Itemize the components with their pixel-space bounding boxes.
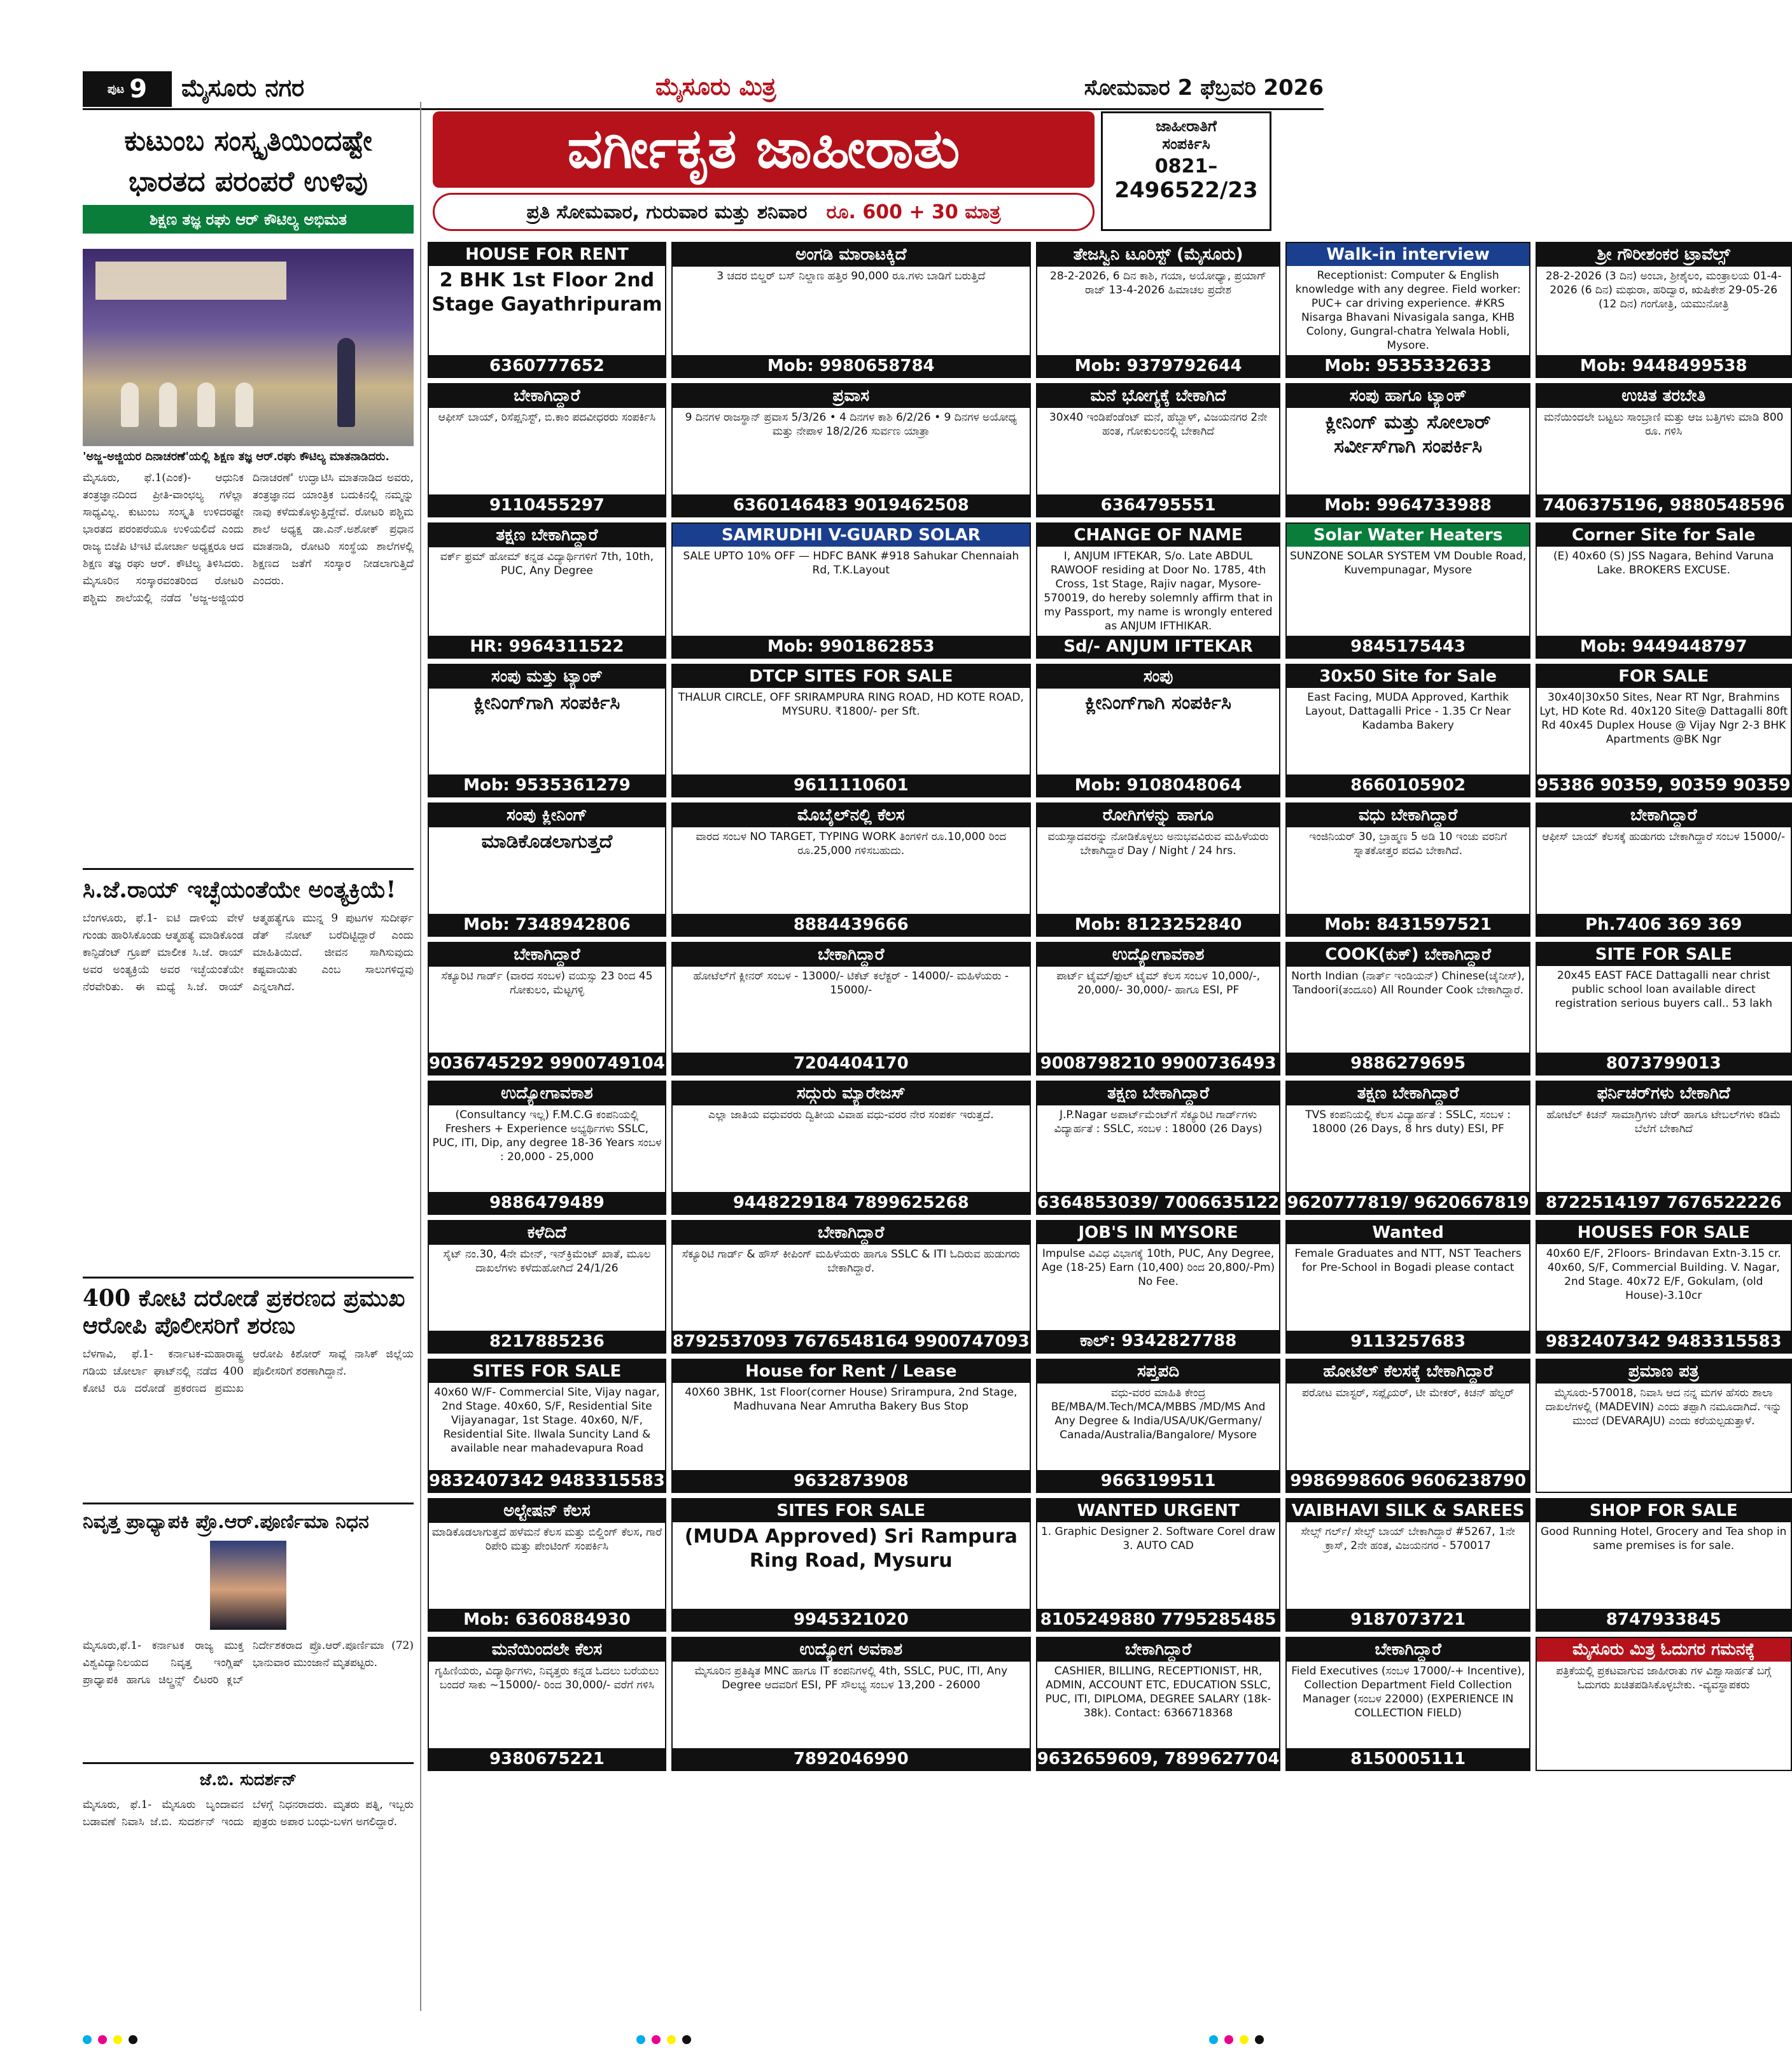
ad-body: ಕ್ಲೀನಿಂಗ್‌ಗಾಗಿ ಸಂಪರ್ಕಿಸಿ bbox=[1085, 691, 1231, 714]
classified-ad bbox=[1036, 1498, 1281, 1632]
ad-phone: 8105249880 7795285485 bbox=[1037, 1609, 1280, 1630]
classified-ad bbox=[1536, 242, 1792, 378]
ad-phone: 8792537093 7676548164 9900747093 bbox=[672, 1332, 1030, 1352]
ad-heading: ಮೊಬೈಲ್‌ನಲ್ಲಿ ಕೆಲಸ bbox=[673, 804, 1030, 827]
ad-body: ಹೋಟೆಲ್‌ಗೆ ಕ್ಲೀನರ್ ಸಂಬಳ - 13000/- ಟಿಕೆಟ್ ಕಲೆಕ್ಟರ್ - 14000/- ಮಹಿಳೆಯರು - 15000/- bbox=[693, 969, 1009, 997]
classified-ad bbox=[1536, 664, 1792, 798]
stage-banner bbox=[95, 262, 286, 300]
ad-phone: Mob: 9379792644 bbox=[1037, 355, 1280, 377]
contact-line-2: ಸಂಪರ್ಕಿಸಿ bbox=[1162, 135, 1210, 153]
ad-heading: ರೋಗಿಗಳನ್ನು ಹಾಗೂ bbox=[1037, 804, 1280, 827]
ad-heading: ತೇಜಸ್ವಿನಿ ಟೂರಿಸ್ಟ್ (ಮೈಸೂರು) bbox=[1037, 243, 1280, 267]
story2-headline: ಸಿ.ಜೆ.ರಾಯ್ ಇಚ್ಛೆಯಂತೆಯೇ ಅಂತ್ಯಕ್ರಿಯೆ! bbox=[83, 868, 414, 904]
classified-ad bbox=[1536, 1220, 1792, 1354]
classified-ad bbox=[1536, 1637, 1792, 1771]
ad-body: 3 ಚದರ ಬಿಲ್ಡರ್ ಬಸ್ ನಿಲ್ದಾಣ ಹತ್ತಿರ 90,000 ರೂ.ಗಳು ಬಾಡಿಗೆ ಬರುತ್ತಿದೆ bbox=[717, 270, 986, 283]
ad-body: ಸೆಕ್ಯೂರಿಟಿ ಗಾರ್ಡ್ (ವಾರದ ಸಂಬಳ) ವಯಸ್ಸು 23 ರಿಂದ 45 ಗೋಕುಲಂ, ಮೆಟ್ಟಗಳ್ಳಿ bbox=[441, 969, 653, 997]
ad-body: ಮಾಡಿಕೊಡಲಾಗುತ್ತದೆ bbox=[481, 830, 613, 853]
ad-heading: ವಧು ಬೇಕಾಗಿದ್ದಾರೆ bbox=[1287, 804, 1529, 827]
ad-heading: HOUSES FOR SALE bbox=[1537, 1221, 1791, 1244]
lead-story-body: ಮೈಸೂರು, ಫೆ.1(ಎಂಕೆ)- ಆಧುನಿಕ ತಂತ್ರಜ್ಞಾನದಿಂದ ಪ್ರೀತಿ-ವಾಂಛಲ್ಯ ಗಳೆಲ್ಲಾ ಸಾಧ್ಯವಿಲ್ಲ. ಕುಟುಂಬ ಸಂಸ್ಕೃತಿ ಉಳಿದರಷ್ಟೇ ಭಾರತದ ಪರಂಪರೆಯೂ ಉಳಿಯಲಿದೆ ಎಂದು ರಾಜ್ಯ ಬಿಜೆಪಿ ಟಿಇಟಿ ಮೋರ್ಚಾ ಅಧ್ಯಕ್ಷರೂ ಆದ ಶಿಕ್ಷಣ ತಜ್ಞ ರಘು ಆರ್. ಕೌಟಿಲ್ಯ ತಿಳಿಸಿದರು. ಮೈಸೂರಿನ ಸಂಸ್ಕಾರವಂತರಿಂದ ರೋಟರಿ ಪಶ್ಚಿಮ ಶಾಲೆಯಲ್ಲಿ ನಡೆದ 'ಅಜ್ಜ-ಅಜ್ಜಿಯರ ದಿನಾಚರಣೆ' ಉದ್ಘಾಟಿಸಿ ಮಾತನಾಡಿದ ಅವರು, ತಂತ್ರಜ್ಞಾನದ ಯಾಂತ್ರಿಕ ಬದುಕಿನಲ್ಲಿ ನಮ್ಮನ್ನು ನಾವು ಕಳೆದುಕೊಳ್ಳುತ್ತಿದ್ದೇವೆ. ರೋಟರಿ ಪಶ್ಚಿಮ ಶಾಲೆ ಅಧ್ಯಕ್ಷ ಡಾ.ಎನ್.ಅಶೋಕ್ ಪ್ರಧಾನ ಮಾತನಾಡಿ, ರೋಟರಿ ಸಂಸ್ಥೆಯ ಶಾಲೆಗಳಲ್ಲಿ ಶಿಕ್ಷಣದ ಜತೆಗೆ ಸಂಸ್ಕಾರ ನೀಡಲಾಗುತ್ತಿದೆ ಎಂದರು. bbox=[83, 472, 414, 605]
ad-body: East Facing, MUDA Approved, Karthik Layout, Dattagalli Price - 1.35 Cr Near Kadamba Bakery bbox=[1305, 690, 1511, 732]
ad-heading: ಅಲ್ಟೇಷನ್ ಕೆಲಸ bbox=[429, 1499, 665, 1523]
classified-ad bbox=[671, 383, 1031, 517]
ad-phone: 8747933845 bbox=[1537, 1609, 1791, 1630]
ad-body: ಕ್ಲೀನಿಂಗ್ ಮತ್ತು ಸೋಲಾರ್ ಸರ್ವೀಸ್‌ಗಾಗಿ ಸಂಪರ್ಕಿಸಿ bbox=[1325, 411, 1491, 458]
contact-phone: 2496522/23 bbox=[1114, 178, 1258, 203]
ad-heading: ಪ್ರಮಾಣ ಪತ್ರ bbox=[1537, 1360, 1791, 1384]
ad-heading: HOUSE FOR RENT bbox=[429, 243, 665, 266]
classified-ad bbox=[1036, 942, 1281, 1076]
person-figure bbox=[121, 382, 139, 427]
classified-ad bbox=[1036, 1637, 1281, 1771]
ad-heading: ಸಂಪು ಹಾಗೂ ಟ್ಯಾಂಕ್ bbox=[1287, 384, 1529, 408]
ad-heading: ಬೇಕಾಗಿದ್ದಾರೆ bbox=[429, 943, 665, 967]
ad-phone: 8073799013 bbox=[1537, 1053, 1791, 1074]
classified-ad bbox=[428, 1081, 666, 1215]
ad-phone: 9663199511 bbox=[1037, 1470, 1280, 1492]
ad-phone: Mob: 9535361279 bbox=[429, 774, 665, 796]
classified-ad bbox=[1036, 1220, 1281, 1354]
ad-body: (MUDA Approved) Sri Rampura Ring Road, Mysuru bbox=[684, 1525, 1018, 1572]
ad-phone: 9448229184 7899625268 bbox=[673, 1192, 1030, 1214]
ad-phone: 7204404170 bbox=[673, 1053, 1030, 1074]
classified-ad bbox=[1036, 664, 1281, 798]
ad-heading: COOK(ಕುಕ್) ಬೇಕಾಗಿದ್ದಾರೆ bbox=[1287, 943, 1529, 967]
person-figure bbox=[159, 382, 177, 427]
ad-heading: ತಕ್ಷಣ ಬೇಕಾಗಿದ್ದಾರೆ bbox=[1037, 1082, 1280, 1105]
classified-ad bbox=[1285, 1498, 1530, 1632]
ad-body: ವಾರದ ಸಂಬಳ NO TARGET, TYPING WORK ತಿಂಗಳಿಗೆ ರೂ.10,000 ರಿಂದ ರೂ.25,000 ಗಳಿಸಬಹುದು. bbox=[696, 830, 1007, 858]
story3-body: ಬೆಳಗಾವಿ, ಫೆ.1- ಕರ್ನಾಟಕ-ಮಹಾರಾಷ್ಟ್ರ ಗಡಿಯ ಚೋರ್ಲಾ ಘಾಟ್‌ನಲ್ಲಿ ನಡೆದ 400 ಕೋಟಿ ರೂ ದರೋಡೆ ಪ್ರಕರಣದ ಪ್ರಮುಖ ಆರೋಪಿ ಕಿಶೋರ್ ಸಾವ್ಲೆ ನಾಸಿಕ್ ಜಿಲ್ಲೆಯ ಪೊಲೀಸರಿಗೆ ಶರಣಾಗಿದ್ದಾನೆ. bbox=[83, 1348, 414, 1395]
ad-body: 28-2-2026 (3 ದಿನ) ಅಂಬಾ, ಶ್ರೀಶೈಲಂ, ಮಂತ್ರಾಲಯ 01-4-2026 (6 ದಿನ) ಮಥುರಾ, ಹರಿದ್ವಾರ, ಋಷಿಕೇಶ 29-05-26 (12 ದಿನ) ಗಂಗೋತ್ರಿ, ಯಮುನೋತ್ರಿ bbox=[1545, 270, 1782, 311]
ad-phone: Mob: 9448499538 bbox=[1537, 355, 1791, 377]
ad-body: (Consultancy ಇಲ್ಲ) F.M.C.G ಕಂಪನಿಯಲ್ಲಿ Freshers + Experience ಅಭ್ಯರ್ಥಿಗಳು SSLC, PUC, ITI, Dip, any degree 18-36 Years ಸಂಬಳ : 20,000 - 25,000 bbox=[432, 1109, 662, 1164]
ad-phone: 7406375196, 9880548596 bbox=[1537, 494, 1791, 516]
ad-heading: DTCP SITES FOR SALE bbox=[673, 665, 1030, 688]
ad-body: ಮೈಸೂರಿನ ಪ್ರತಿಷ್ಠಿತ MNC ಹಾಗೂ IT ಕಂಪನಿಗಳಲ್ಲಿ 4th, SSLC, PUC, ITI, Any Degree ಆದವರಿಗೆ ESI, PF ಸೌಲಭ್ಯ ಸಂಬಳ 13,200 - 26000 bbox=[694, 1665, 1008, 1692]
classified-ad bbox=[1285, 664, 1530, 798]
classified-ad bbox=[428, 242, 666, 378]
ad-body: ಹೋಟೆಲ್ ಕಿಚನ್ ಸಾಮಾಗ್ರಿಗಳು ಚೇರ್ ಹಾಗೂ ಟೇಬಲ್‌ಗಳು ಕಡಿಮೆ ಬೆಲೆಗೆ ಬೇಕಾಗಿದೆ bbox=[1546, 1109, 1781, 1136]
ad-heading: SITE FOR SALE bbox=[1537, 943, 1791, 966]
contact-box bbox=[1101, 111, 1271, 231]
ad-heading: ಮನೆಯಿಂದಲೇ ಕೆಲಸ bbox=[429, 1638, 665, 1662]
classified-ad bbox=[428, 522, 666, 659]
ad-heading: ಉದ್ಯೋಗಾವಕಾಶ bbox=[429, 1082, 665, 1105]
ad-body: TVS ಕಂಪನಿಯಲ್ಲಿ ಕೆಲಸ ವಿದ್ಯಾರ್ಹತೆ : SSLC, ಸಂಬಳ : 18000 (26 Days, 8 hrs duty) ESI, PF bbox=[1305, 1109, 1511, 1136]
ad-phone: 9886479489 bbox=[429, 1192, 665, 1214]
classified-ad bbox=[1285, 1637, 1530, 1771]
ad-heading: ಅಂಗಡಿ ಮಾರಾಟಕ್ಕಿದೆ bbox=[673, 243, 1030, 267]
ad-heading: ಸದ್ಗುರು ಮ್ಯಾರೇಜಸ್ bbox=[673, 1082, 1030, 1105]
ad-heading: ಬೇಕಾಗಿದ್ದಾರೆ bbox=[673, 1221, 1030, 1245]
section-title: ಮೈಸೂರು ನಗರ bbox=[181, 74, 305, 102]
classified-ad bbox=[1285, 802, 1530, 937]
ad-phone: 6360146483 9019462508 bbox=[673, 494, 1030, 516]
classified-ad bbox=[1536, 1359, 1792, 1493]
ad-phone: 8217885236 bbox=[429, 1331, 665, 1352]
ad-body: I, ANJUM IFTEKAR, S/o. Late ABDUL RAWOOF residing at Door No. 1785, 4th Cross, 1st Stage, Rajiv nagar, Mysore-570019, do hereby solemnly affirm that in my Passport, my name is wrongly entered as ANJUM IFTHIKAR. bbox=[1044, 549, 1273, 633]
ad-body: ಮೈಸೂರು-570018, ನಿವಾಸಿ ಆದ ನನ್ನ ಮಗಳ ಹೆಸರು ಶಾಲಾ ದಾಖಲೆಗಳಲ್ಲಿ (MADEVIN) ಎಂದು ತಪ್ಪಾಗಿ ನಮೂದಾಗಿದೆ. ಇನ್ನು ಮುಂದೆ (DEVARAJU) ಎಂದು ಕರೆಯಲ್ಪಡುತ್ತಾಳೆ. bbox=[1545, 1387, 1782, 1428]
classified-ad bbox=[671, 1220, 1031, 1354]
ad-phone: 9632873908 bbox=[673, 1470, 1030, 1492]
ad-heading: Walk-in interview bbox=[1287, 243, 1529, 266]
ad-heading: ಬೇಕಾಗಿದ್ದಾರೆ bbox=[673, 943, 1030, 967]
classified-ad bbox=[1536, 383, 1792, 517]
classified-ad bbox=[428, 942, 666, 1076]
ad-heading: ಫರ್ನಿಚರ್‌ಗಳು ಬೇಕಾಗಿದೆ bbox=[1537, 1082, 1791, 1105]
story5-headline: ಜೆ.ಬಿ. ಸುದರ್ಶನ್ bbox=[83, 1762, 414, 1790]
ad-body: Receptionist: Computer & English knowledge with any degree. Field worker: PUC+ car driving experience. #KRS Nisarga Bhavani Nivasigala sanga, KHB Colony, Gungral-chatra Yelwala Hobli, Mysore. bbox=[1295, 269, 1521, 352]
classified-ad bbox=[671, 1637, 1031, 1771]
ad-heading: ಬೇಕಾಗಿದ್ದಾರೆ bbox=[429, 384, 665, 408]
person-figure bbox=[197, 382, 215, 427]
ad-heading: ಪ್ರವಾಸ bbox=[673, 384, 1030, 408]
ad-heading: ಕಳೆದಿದೆ bbox=[429, 1221, 665, 1245]
photo-caption: 'ಅಜ್ಜ-ಅಜ್ಜಿಯರ ದಿನಾಚರಣೆ'ಯಲ್ಲಿ ಶಿಕ್ಷಣ ತಜ್ಞ ಆರ್.ರಘು ಕೌಟಿಲ್ಯ ಮಾತನಾಡಿದರು. bbox=[83, 450, 389, 463]
classified-title: ವರ್ಗೀಕೃತ ಜಾಹೀರಾತು bbox=[433, 111, 1095, 188]
ad-heading: Wanted bbox=[1287, 1221, 1529, 1244]
ad-phone: HR: 9964311522 bbox=[429, 636, 665, 657]
masthead: ಮೈಸೂರು ಮಿತ್ರ bbox=[655, 73, 776, 101]
classified-ad bbox=[1285, 242, 1530, 378]
classified-ad bbox=[1285, 1081, 1530, 1215]
ad-price: ರೂ. 600 + 30 ಮಾತ್ರ bbox=[826, 200, 1001, 223]
classified-ad bbox=[671, 522, 1031, 659]
ad-phone: 9611110601 bbox=[673, 774, 1030, 796]
registration-dots bbox=[636, 2035, 691, 2044]
ad-body: ಮನೆಯಿಂದಲೇ ಬಟ್ಟಲು ಸಾಂಬ್ರಾಣಿ ಮತ್ತು ಆಜ ಬತ್ತಿಗಳು ಮಾಡಿ 800 ರೂ. ಗಳಿಸಿ bbox=[1544, 411, 1784, 438]
classified-ad bbox=[1285, 942, 1530, 1076]
ad-heading: ಸಂಪು ಮತ್ತು ಟ್ಯಾಂಕ್ bbox=[429, 665, 665, 689]
ad-body: 40x60 E/F, 2Floors- Brindavan Extn-3.15 cr. 40x60, S/F, Commercial Building. V. Nagar, 2nd Stage. 40x72 E/F, Gokulam, (old House)-3.10cr bbox=[1546, 1247, 1781, 1302]
ad-heading: SITES FOR SALE bbox=[429, 1360, 665, 1383]
ad-phone: 6364853039/ 7006635122 bbox=[1037, 1193, 1280, 1212]
ad-phone: 9845175443 bbox=[1287, 636, 1529, 657]
ad-phone: Mob: 7348942806 bbox=[429, 914, 665, 935]
ad-heading: ಹೋಟೆಲ್ ಕೆಲಸಕ್ಕೆ ಬೇಕಾಗಿದ್ದಾರೆ bbox=[1287, 1360, 1529, 1384]
classified-ad bbox=[671, 242, 1031, 378]
header-rule bbox=[83, 108, 1324, 110]
ad-heading: SHOP FOR SALE bbox=[1537, 1499, 1791, 1522]
ad-heading: ಉಚಿತ ತರಬೇತಿ bbox=[1537, 384, 1791, 408]
classified-ad bbox=[1536, 942, 1792, 1076]
page-number: 9 bbox=[129, 74, 148, 104]
classified-ad bbox=[1036, 242, 1281, 378]
classified-ad bbox=[671, 1359, 1031, 1493]
ad-phone: 9113257683 bbox=[1287, 1331, 1529, 1352]
ad-heading: ಮೈಸೂರು ಮಿತ್ರ ಓದುಗರ ಗಮನಕ್ಕೆ bbox=[1537, 1638, 1791, 1662]
ad-body: THALUR CIRCLE, OFF SRIRAMPURA RING ROAD, HD KOTE ROAD, MYSURU. ₹1800/- per Sft. bbox=[678, 690, 1024, 718]
lead-headline: ಕುಟುಂಬ ಸಂಸ್ಕೃತಿಯಿಂದಷ್ಟೇ ಭಾರತದ ಪರಂಪರೆ ಉಳಿವು bbox=[124, 125, 372, 198]
schedule-text: ಪ್ರತಿ ಸೋಮವಾರ, ಗುರುವಾರ ಮತ್ತು ಶನಿವಾರ bbox=[526, 200, 808, 223]
classified-ad bbox=[1036, 802, 1281, 937]
ad-phone: Mob: 9535332633 bbox=[1287, 355, 1529, 377]
ad-body: 9 ದಿನಗಳ ರಾಜಸ್ಥಾನ್ ಪ್ರವಾಸ 5/3/26 • 4 ದಿನಗಳ ಕಾಶಿ 6/2/26 • 9 ದಿನಗಳ ಅಯೋಧ್ಯ ಮತ್ತು ನೇಪಾಳ 18/2/26 ಸುರ್ವಣ ಯಾತ್ರಾ bbox=[685, 411, 1017, 438]
ad-phone: Mob: 9108048064 bbox=[1037, 774, 1280, 796]
classified-ad bbox=[1536, 522, 1792, 659]
classified-ad bbox=[428, 664, 666, 798]
ad-phone: 9380675221 bbox=[429, 1748, 665, 1770]
page-header bbox=[83, 71, 1324, 102]
ad-phone: 9886279695 bbox=[1287, 1053, 1529, 1074]
ad-phone: 8150005111 bbox=[1287, 1748, 1529, 1770]
classified-header bbox=[433, 111, 1336, 232]
classified-ad bbox=[1285, 1220, 1530, 1354]
classified-ad bbox=[671, 1498, 1031, 1632]
ad-body: ಸೈಟ್ ನಂ.30, 4ನೇ ಮೇನ್, ಇನ್‌ಕ್ರಿಮೆಂಟ್ ಖಾತೆ, ಮೂಲ ದಾಖಲೆಗಳು ಕಳೆದುಹೋಗಿದೆ 24/1/26 bbox=[443, 1247, 651, 1275]
story3-headline: 400 ಕೋಟಿ ದರೋಡೆ ಪ್ರಕರಣದ ಪ್ರಮುಖ ಆರೋಪಿ ಪೊಲೀಸರಿಗೆ ಶರಣು bbox=[83, 1277, 414, 1340]
ad-heading: JOB'S IN MYSORE bbox=[1037, 1221, 1280, 1244]
ad-body: 30x40|30x50 Sites, Near RT Ngr, Brahmins Lyt, HD Kote Rd. 40x120 Site@ Dattagalli 80ft Rd 40x45 Duplex House @ Vijay Ngr 2-3 BHK Apartments @BK Ngr bbox=[1539, 690, 1788, 746]
ad-heading: ತಕ್ಷಣ ಬೇಕಾಗಿದ್ದಾರೆ bbox=[1287, 1082, 1529, 1105]
ad-heading: ಶ್ರೀ ಗೌರೀಶಂಕರ ಟ್ರಾವೆಲ್ಸ್ bbox=[1537, 243, 1791, 267]
ad-body: ಗೃಹಿಣಿಯರು, ವಿದ್ಯಾರ್ಥಿಗಳು, ನಿವೃತ್ತರು ಕನ್ನಡ ಓದಲು ಬರೆಯಲು ಬಂದರೆ ಸಾಕು ~15000/- ರಿಂದ 30,000/- ವರೆಗೆ ಗಳಿಸಿ bbox=[435, 1665, 659, 1692]
contact-line-3: 0821– bbox=[1154, 155, 1218, 178]
ad-phone: ಕಾಲ್: 9342827788 bbox=[1037, 1330, 1280, 1352]
registration-dots bbox=[1209, 2035, 1264, 2044]
ad-heading: WANTED URGENT bbox=[1037, 1499, 1280, 1522]
ad-body: ಪಾರ್ಟ್ ಟೈಮ್/ಫುಲ್ ಟೈಮ್ ಕೆಲಸ ಸಂಬಳ 10,000/-, 20,000/- 30,000/- ಹಾಗೂ ESI, PF bbox=[1056, 969, 1261, 997]
ad-heading: SAMRUDHI V-GUARD SOLAR bbox=[673, 524, 1030, 547]
contact-line-1: ಜಾಹೀರಾತಿಗೆ bbox=[1156, 117, 1217, 135]
ad-heading: ಸಂಪು bbox=[1037, 665, 1280, 689]
ad-phone: Ph.7406 369 369 bbox=[1537, 914, 1791, 935]
ad-phone: Mob: 8431597521 bbox=[1287, 914, 1529, 935]
classified-ad bbox=[671, 664, 1031, 798]
ad-phone: Mob: 9964733988 bbox=[1287, 494, 1529, 516]
person-figure bbox=[235, 382, 253, 427]
classified-ad bbox=[428, 383, 666, 517]
ad-body: ಸೆಕ್ಯೂರಿಟಿ ಗಾರ್ಡ್ & ಹೌಸ್ ಕೀಪಿಂಗ್ ಮಹಿಳೆಯರು ಹಾಗೂ SSLC & ITI ಓದಿರುವ ಹುಡುಗರು ಬೇಕಾಗಿದ್ದಾರೆ. bbox=[682, 1247, 1020, 1275]
page-label: ಪುಟ bbox=[107, 82, 125, 96]
ad-body: SUNZONE SOLAR SYSTEM VM Double Road, Kuvempunagar, Mysore bbox=[1289, 549, 1527, 577]
ad-phone: 9945321020 bbox=[673, 1609, 1030, 1630]
classified-ad bbox=[1036, 1359, 1281, 1493]
ad-phone: Mob: 9449448797 bbox=[1537, 636, 1791, 657]
ad-body: 28-2-2026, 6 ದಿನ ಕಾಶಿ, ಗಯಾ, ಅಯೋಧ್ಯಾ, ಪ್ರಯಾಗ್ ರಾಜ್ 13-4-2026 ಹಿಮಾಚಲ ಪ್ರದೇಶ bbox=[1050, 270, 1267, 297]
ad-phone: 9110455297 bbox=[429, 494, 665, 516]
ad-phone: Mob: 6360884930 bbox=[429, 1609, 665, 1630]
ad-body: ವರ್ಕ್ ಫ್ರಮ್ ಹೋಮ್ ಕನ್ನಡ ವಿದ್ಯಾರ್ಥಿಗಳಿಗೆ 7th, 10th, PUC, Any Degree bbox=[440, 550, 654, 577]
ad-phone: Mob: 9901862853 bbox=[673, 636, 1030, 657]
ad-phone: 95386 90359, 90359 90359 bbox=[1536, 776, 1791, 795]
ad-body: North Indian (ನಾರ್ತ್ ಇಂಡಿಯನ್) Chinese(ಚೈನೀಸ್), Tandoori(ತಂದೂರಿ) All Rounder Cook ಬೇಕಾಗಿದ್ದಾರೆ. bbox=[1291, 969, 1525, 997]
ad-phone: Mob: 9980658784 bbox=[673, 355, 1030, 377]
ad-phone: Mob: 8123252840 bbox=[1037, 914, 1280, 935]
ad-body: SALE UPTO 10% OFF — HDFC BANK #918 Sahukar Chennaiah Rd, T.K.Layout bbox=[683, 549, 1019, 577]
ad-body: 40X60 3BHK, 1st Floor(corner House) Srirampura, 2nd Stage, Madhuvana Near Amrutha Bakery Bus Stop bbox=[685, 1386, 1018, 1413]
ad-heading: Corner Site for Sale bbox=[1537, 524, 1791, 547]
classified-ad bbox=[1285, 1359, 1530, 1493]
classified-ad bbox=[1036, 383, 1281, 517]
classified-ad bbox=[428, 802, 666, 937]
ad-heading: 30x50 Site for Sale bbox=[1287, 665, 1529, 688]
classified-ad bbox=[1536, 1498, 1792, 1632]
ad-phone: 8722514197 7676522226 bbox=[1537, 1192, 1791, 1214]
page-number-box bbox=[83, 71, 172, 107]
ad-heading: ಉದ್ಯೋಗಾವಕಾಶ bbox=[1037, 943, 1280, 967]
ad-phone: 9187073721 bbox=[1287, 1609, 1529, 1630]
ad-body: J.P.Nagar ಅಪಾರ್ಟ್‌ಮೆಂಟ್‌ಗೆ ಸೆಕ್ಯೂರಿಟಿ ಗಾರ್ಡ್‌ಗಳು ವಿದ್ಯಾರ್ಹತೆ : SSLC, ಸಂಬಳ : 18000 (26 Days) bbox=[1054, 1109, 1263, 1136]
ad-body: Good Running Hotel, Grocery and Tea shop in same premises is for sale. bbox=[1541, 1525, 1787, 1552]
ad-phone: 9008798210 9900736493 bbox=[1037, 1053, 1280, 1074]
ad-heading: House for Rent / Lease bbox=[673, 1360, 1030, 1383]
ad-body: ಪರೋಟ ಮಾಸ್ಟರ್, ಸಪ್ಲೈಯರ್, ಟೀ ಮೇಕರ್, ಕಿಚನ್ ಹೆಲ್ಪರ್ bbox=[1302, 1387, 1515, 1400]
ad-phone: 6360777652 bbox=[429, 355, 665, 377]
ad-body: ಆಫೀಸ್ ಬಾಯ್, ರಿಸೆಪ್ಷನಿಸ್ಟ್, ಬಿ.ಕಾಂ ಪದವೀಧರರು ಸಂಪರ್ಕಿಸಿ bbox=[438, 411, 656, 424]
ad-heading: VAIBHAVI SILK & SAREES bbox=[1287, 1499, 1529, 1522]
ad-body: ಮಾಡಿಕೊಡಲಾಗುತ್ತದೆ ಹಳೆಮನೆ ಕೆಲಸ ಮತ್ತು ಬಿಲ್ಡಿಂಗ್ ಕೆಲಸ, ಗಾರೆ ರಿಪೇರಿ ಮತ್ತು ಪೇಂಟಿಂಗ್ ಸಂಪರ್ಕಿಸಿ bbox=[431, 1525, 662, 1553]
ad-body: 40x60 W/F- Commercial Site, Vijay nagar, 2nd Stage. 40x60, S/F, Residential Site Vijayanagar, 1st Stage. 40x60, N/F, Residential Site. Ilwala Suncity Land & available near mahadevapura Road bbox=[434, 1386, 660, 1455]
ad-heading: ಬೇಕಾಗಿದ್ದಾರೆ bbox=[1037, 1638, 1280, 1662]
ad-heading: ಉದ್ಯೋಗ ಅವಕಾಶ bbox=[673, 1638, 1030, 1662]
ad-body: 2 BHK 1st Floor 2nd Stage Gayathripuram bbox=[431, 269, 662, 316]
story4-headline: ನಿವೃತ್ತ ಪ್ರಾಧ್ಯಾಪಕಿ ಪ್ರೊ.ಆರ್.ಪೂರ್ಣಿಮಾ ನಿಧನ bbox=[83, 1503, 414, 1533]
ad-phone: 9986998606 9606238790 bbox=[1287, 1470, 1529, 1492]
classified-ad bbox=[671, 802, 1031, 937]
classified-ad bbox=[428, 1498, 666, 1632]
ad-phone: 9632659609, 7899627704 bbox=[1037, 1749, 1280, 1769]
ad-heading: SITES FOR SALE bbox=[673, 1499, 1030, 1522]
ad-phone: Sd/- ANJUM IFTEKAR bbox=[1037, 636, 1280, 657]
ad-body: Field Executives (ಸಂಬಳ 17000/-+ Incentive), Collection Department Field Collection Manager (ಸಂಬಳ 22000) (EXPERIENCE IN COLLECTION FIELD) bbox=[1291, 1665, 1525, 1720]
story4-body: ಮೈಸೂರು,ಫೆ.1- ಕರ್ನಾಟಕ ರಾಜ್ಯ ಮುಕ್ತ ವಿಶ್ವವಿದ್ಯಾನಿಲಯದ ನಿವೃತ್ತ ಇಂಗ್ಲಿಷ್ ಪ್ರಾಧ್ಯಾಪಕಿ ಹಾಗೂ ಚಿಲ್ಡ್ರನ್ಸ್ ಲಿಟರರಿ ಕ್ಲಬ್ ನಿರ್ದೇಶಕರಾದ ಪ್ರೊ.ಆರ್.ಪೂರ್ಣಿಮಾ (72) ಭಾನುವಾರ ಮುಂಜಾನೆ ಮೃತಪಟ್ಟರು. bbox=[83, 1639, 414, 1686]
ad-body: Impulse ವಿವಿಧ ವಿಭಾಗಕ್ಕೆ 10th, PUC, Any Degree, Age (18-25) Earn (10,400) ರಿಂದ 20,800/-Pm) No Fee. bbox=[1041, 1247, 1275, 1288]
ad-heading: ಸಪ್ತಪದಿ bbox=[1037, 1360, 1280, 1384]
ad-body: ಎಲ್ಲಾ ಜಾತಿಯ ವಧುವರರು ದ್ವಿತೀಯ ವಿವಾಹ ವಧು-ವರರ ನೇರ ಸಂಪರ್ಕ ಇರುತ್ತದೆ. bbox=[708, 1109, 994, 1122]
ad-phone: 9832407342 9483315583 bbox=[1537, 1331, 1791, 1352]
ad-body: CASHIER, BILLING, RECEPTIONIST, HR, ADMIN, ACCOUNT ETC, EDUCATION SSLC, PUC, ITI, DIPLOMA, DEGREE SALARY (18k-38k). Contact: 6366718368 bbox=[1045, 1665, 1271, 1720]
ad-body: ಆಫೀಸ್ ಬಾಯ್ ಕೆಲಸಕ್ಕೆ ಹುಡುಗರು ಬೇಕಾಗಿದ್ದಾರೆ ಸಂಬಳ 15000/- bbox=[1542, 830, 1786, 844]
classified-grid bbox=[428, 242, 1791, 2049]
ad-heading: ಮನೆ ಭೋಗ್ಯಕ್ಕೆ ಬೇಕಾಗಿದೆ bbox=[1037, 384, 1280, 408]
ad-heading: ಬೇಕಾಗಿದ್ದಾರೆ bbox=[1287, 1638, 1529, 1662]
classified-ad bbox=[1036, 522, 1281, 659]
registration-dots bbox=[83, 2035, 137, 2044]
classified-ad bbox=[1536, 1081, 1792, 1215]
ad-body: ಕ್ಲೀನಿಂಗ್‌ಗಾಗಿ ಸಂಪರ್ಕಿಸಿ bbox=[473, 691, 620, 714]
classified-schedule bbox=[433, 193, 1095, 231]
ad-heading: ತಕ್ಷಣ ಬೇಕಾಗಿದ್ದಾರೆ bbox=[429, 524, 665, 547]
issue-date: ಸೋಮವಾರ 2 ಫೆಬ್ರವರಿ 2026 bbox=[1084, 75, 1324, 101]
ad-phone: 6364795551 bbox=[1037, 494, 1280, 516]
classified-ad bbox=[428, 1637, 666, 1771]
ad-body: ವಧು-ವರರ ಮಾಹಿತಿ ಕೇಂದ್ರ BE/MBA/M.Tech/MCA/MBBS /MD/MS And Any Degree & India/USA/UK/Germany/ Canada/Australia/Bangalore/ Mysore bbox=[1051, 1387, 1266, 1442]
ad-heading: ಬೇಕಾಗಿದ್ದಾರೆ bbox=[1537, 804, 1791, 827]
ad-phone: 9620777819/ 9620667819 bbox=[1287, 1193, 1529, 1212]
column-divider bbox=[420, 102, 421, 2011]
classified-ad bbox=[671, 942, 1031, 1076]
ad-phone: 8884439666 bbox=[673, 914, 1030, 935]
lead-kicker: ಶಿಕ್ಷಣ ತಜ್ಞ ರಘು ಆರ್ ಕೌಟಿಲ್ಯ ಅಭಿಮತ bbox=[83, 205, 414, 234]
classified-ad bbox=[1036, 1081, 1281, 1215]
ad-phone: 9036745292 9900749104 bbox=[429, 1054, 665, 1074]
ad-heading: Solar Water Heaters bbox=[1287, 524, 1529, 547]
ad-body: (E) 40x60 (S) JSS Nagara, Behind Varuna Lake. BROKERS EXCUSE. bbox=[1553, 549, 1774, 577]
ad-body: ಸೇಲ್ಸ್ ಗರ್ಲ್/ ಸೇಲ್ಸ್ ಬಾಯ್ ಬೇಕಾಗಿದ್ದಾರೆ #5267, 1ನೇ ಕ್ರಾಸ್, 2ನೇ ಹಂತ, ವಿಜಯನಗರ - 570017 bbox=[1301, 1525, 1515, 1552]
ad-body: Female Graduates and NTT, NST Teachers for Pre-School in Bogadi please contact bbox=[1294, 1247, 1522, 1274]
classified-ad bbox=[1285, 522, 1530, 659]
speaker-figure bbox=[337, 338, 355, 427]
obituary-portrait bbox=[210, 1541, 286, 1630]
ad-body: ಇಂಜಿನಿಯರ್ 30, ಬ್ರಾಹ್ಮಣ 5 ಅಡಿ 10 ಇಂಚು ವರನಿಗೆ ಸ್ನಾತಕೋತ್ತರ ಪದವಿ ಬೇಕಾಗಿದೆ. bbox=[1309, 830, 1507, 858]
story2-body: ಬೆಂಗಳೂರು, ಫೆ.1- ಐಟಿ ದಾಳಿಯ ವೇಳೆ ಗುಂಡು ಹಾರಿಸಿಕೊಂಡು ಆತ್ಮಹತ್ಯೆ ಮಾಡಿಕೊಂಡ ಕಾನ್ಫಿಡೆಂಟ್ ಗ್ರೂಪ್ ಮಾಲೀಕ ಸಿ.ಜೆ. ರಾಯ್ ಅವರ ಅಂತ್ಯಕ್ರಿಯೆ ಅವರ ಇಚ್ಛೆಯಂತೆಯೇ ನೆರವೇರಿತು. ಈ ಮಧ್ಯೆ ಸಿ.ಜೆ. ರಾಯ್ ಆತ್ಮಹತ್ಯೆಗೂ ಮುನ್ನ 9 ಪುಟಗಳ ಸುದೀರ್ಘ ಡೆತ್ ನೋಟ್ ಬರೆದಿಟ್ಟಿದ್ದಾರೆ ಎಂದು ಮಾಹಿತಿಯಿದೆ. ಜೀವನ ಸಾಗಿಸುವುದು ಕಷ್ಟವಾಯಿತು ಎಂಬ ಸಾಲುಗಳಿದ್ದವು ಎನ್ನಲಾಗಿದೆ. bbox=[83, 912, 414, 993]
ad-body: ಪತ್ರಿಕೆಯಲ್ಲಿ ಪ್ರಕಟವಾಗುವ ಜಾಹೀರಾತು ಗಳ ವಿಶ್ವಾಸಾರ್ಹತೆ ಬಗ್ಗೆ ಓದುಗರು ಖಚಿತಪಡಿಸಿಕೊಳ್ಳಬೇಕು. -ವ್ಯವಸ್ಥಾಪಕರು bbox=[1556, 1665, 1772, 1692]
classified-ad bbox=[1285, 383, 1530, 517]
classified-ad bbox=[428, 1220, 666, 1354]
event-photo bbox=[83, 249, 414, 446]
classified-ad bbox=[1536, 802, 1792, 937]
ad-phone: 7892046990 bbox=[673, 1748, 1030, 1770]
ad-body: 20x45 EAST FACE Dattagalli near christ public school loan available direct registration serious buyers call.. 53 lakh bbox=[1555, 969, 1773, 1010]
ad-body: 30x40 ಇಂಡಿಪೆಂಡೆಂಟ್ ಮನೆ, ಹೆಬ್ಬಾಳ್, ವಿಜಯನಗರ 2ನೇ ಹಂತ, ಗೋಕುಲಂನಲ್ಲಿ ಬೇಕಾಗಿದೆ bbox=[1049, 411, 1268, 438]
classified-ad bbox=[671, 1081, 1031, 1215]
news-column bbox=[83, 121, 414, 2005]
classified-ad bbox=[428, 1359, 666, 1493]
ad-phone: 9832407342 9483315583 bbox=[429, 1471, 665, 1490]
story5-body: ಮೈಸೂರು, ಫೆ.1- ಮೈಸೂರು ಬೃಂದಾವನ ಬಡಾವಣೆ ನಿವಾಸಿ ಜೆ.ಬಿ. ಸುದರ್ಶನ್ ಇಂದು ಬೆಳಗ್ಗೆ ನಿಧನರಾದರು. ಮೃತರು ಪತ್ನಿ, ಇಬ್ಬರು ಪುತ್ರರು ಅಪಾರ ಬಂಧು-ಬಳಗ ಅಗಲಿದ್ದಾರೆ. bbox=[83, 1798, 414, 1828]
ad-body: ವಯಸ್ಸಾದವರನ್ನು ನೋಡಿಕೊಳ್ಳಲು ಅನುಭವವಿರುವ ಮಹಿಳೆಯರು ಬೇಕಾಗಿದ್ದಾರೆ Day / Night / 24 hrs. bbox=[1047, 830, 1269, 858]
ad-heading: FOR SALE bbox=[1537, 665, 1791, 688]
ad-body: 1. Graphic Designer 2. Software Corel draw 3. AUTO CAD bbox=[1040, 1525, 1276, 1552]
ad-heading: CHANGE OF NAME bbox=[1037, 524, 1280, 547]
ad-heading: ಸಂಪು ಕ್ಲೀನಿಂಗ್ bbox=[429, 804, 665, 827]
ad-phone: 8660105902 bbox=[1287, 774, 1529, 796]
